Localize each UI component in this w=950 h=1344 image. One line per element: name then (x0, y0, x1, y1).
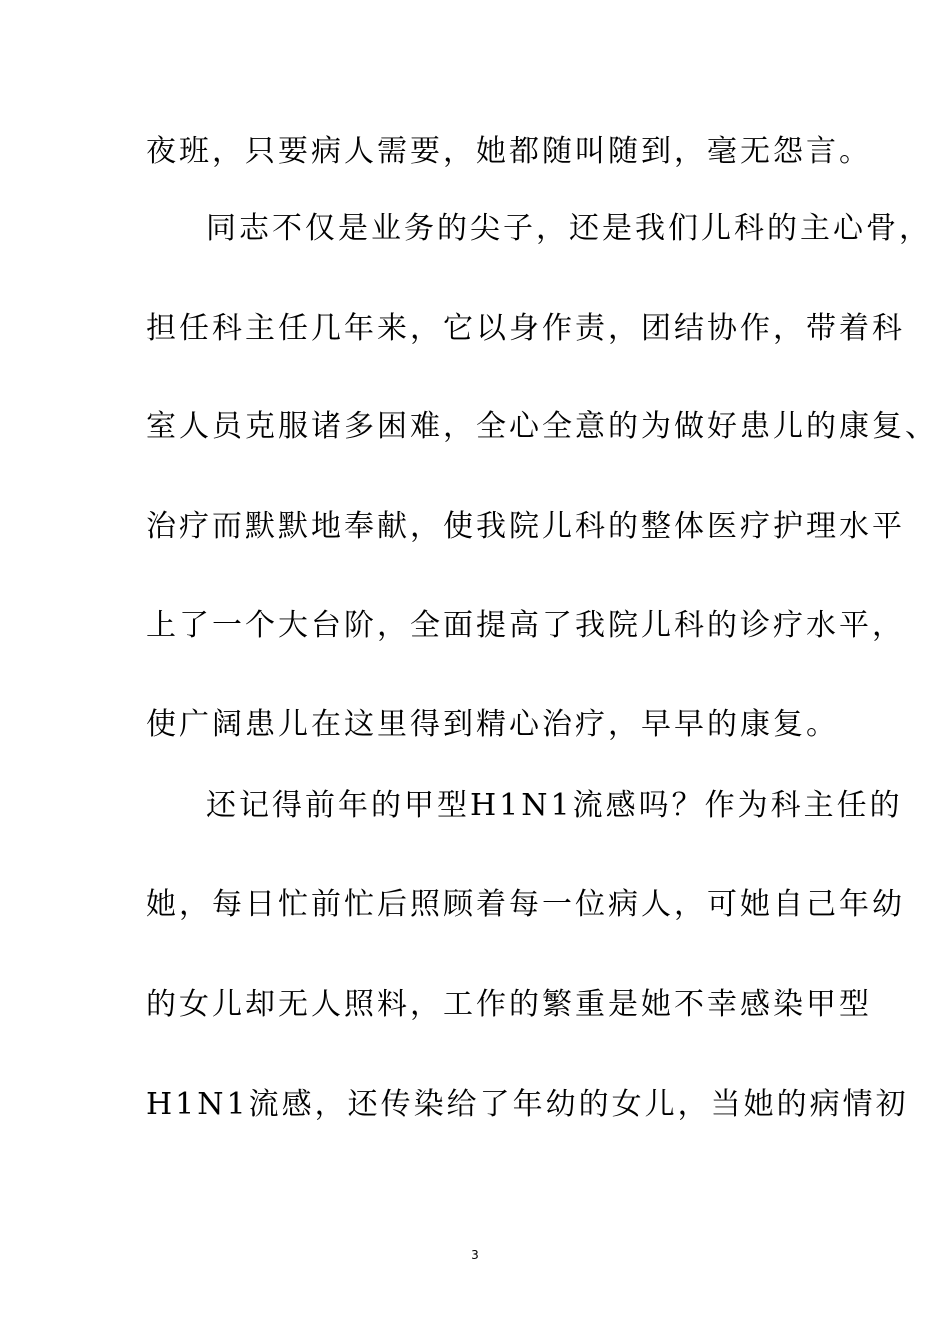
text-line: 她，每日忙前忙后照顾着每一位病人，可她自己年幼 (146, 887, 905, 922)
text-line: H1N1流感，还传染给了年幼的女儿，当她的病情初 (146, 1087, 909, 1122)
text-line: 室人员克服诸多困难，全心全意的为做好患儿的康复、 (146, 409, 938, 444)
paragraph-start-line: 同志不仅是业务的尖子，还是我们儿科的主心骨， (206, 211, 932, 246)
text-line: 使广阔患儿在这里得到精心治疗，早早的康复。 (146, 707, 839, 742)
paragraph-start-line: 还记得前年的甲型H1N1流感吗？作为科主任的 (206, 788, 903, 823)
text-line: 担任科主任几年来，它以身作责，团结协作，带着科 (146, 311, 905, 346)
text-line: 上了一个大台阶，全面提高了我院儿科的诊疗水平， (146, 608, 905, 643)
text-line: 的女儿却无人照料，工作的繁重是她不幸感染甲型 (146, 987, 872, 1022)
text-line: 夜班，只要病人需要，她都随叫随到，毫无怨言。 (146, 134, 872, 169)
page-number: 3 (471, 1248, 479, 1262)
text-line: 治疗而默默地奉献，使我院儿科的整体医疗护理水平 (146, 509, 905, 544)
